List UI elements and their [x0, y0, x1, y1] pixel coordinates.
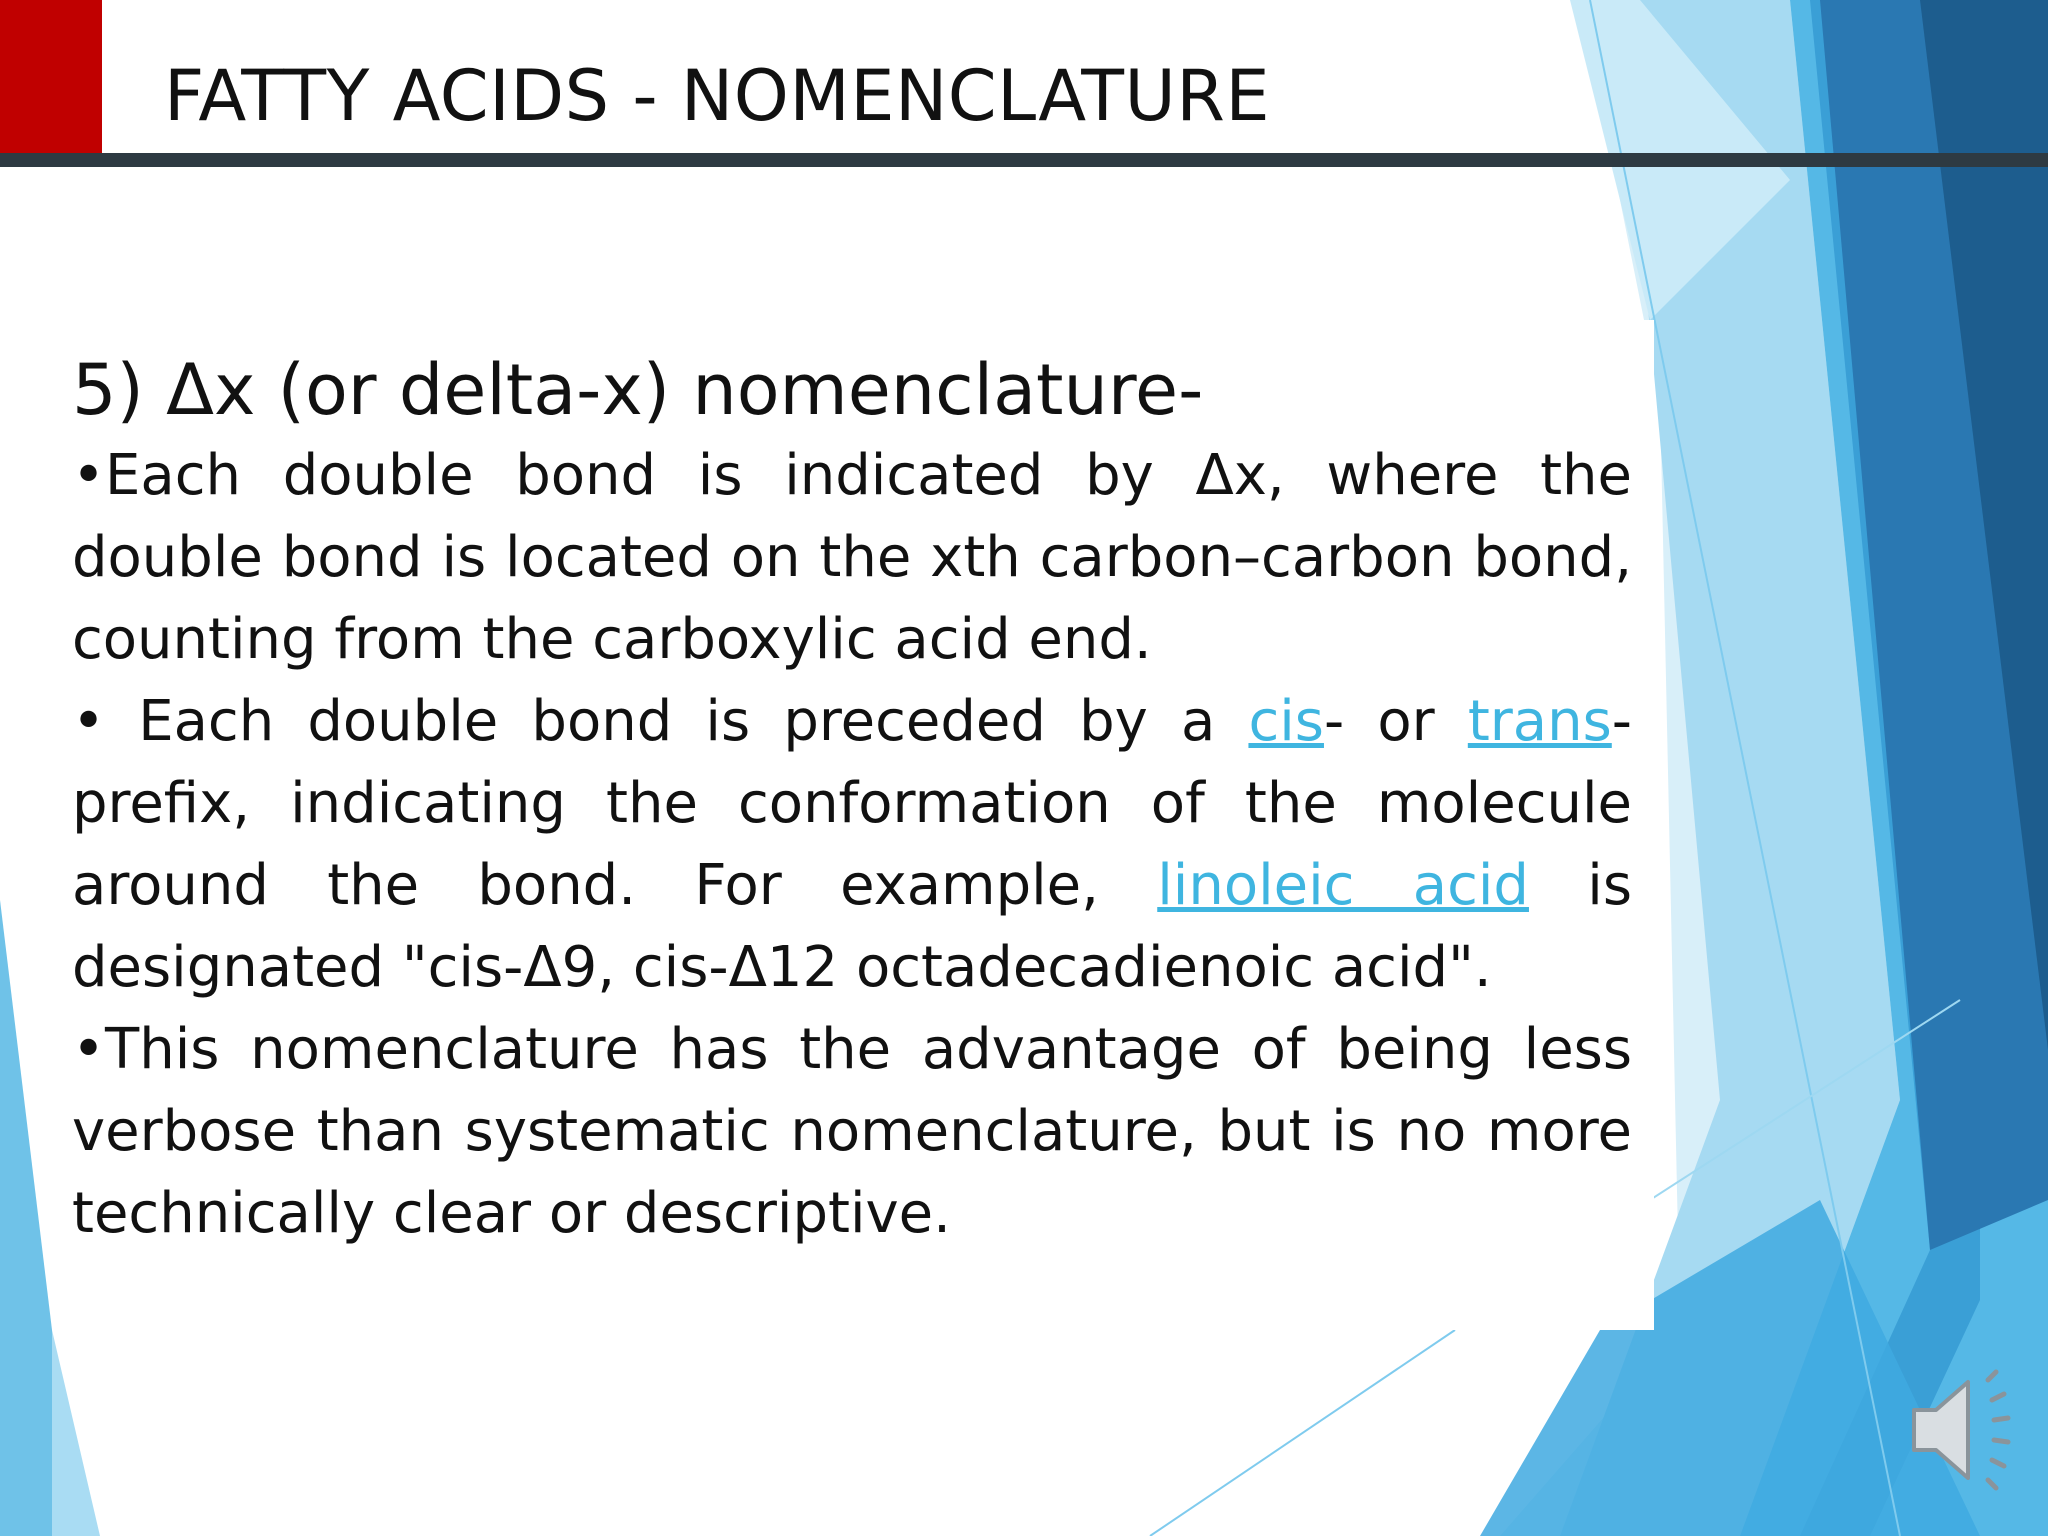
bullet-3: •This nomenclature has the advantage of being less verbose than systematic nomenclature, but is no more technically clear or descriptive.: [72, 1017, 1632, 1246]
bullet-2-text: - or: [1323, 689, 1468, 754]
bullet-2-text: is designated "cis-Δ9, cis-Δ12 octadecadienoic acid".: [72, 853, 1632, 1000]
left-wedge: [0, 900, 52, 1536]
trans-link[interactable]: trans: [1467, 689, 1612, 754]
page-title: FATTY ACIDS - NOMENCLATURE: [164, 55, 1271, 137]
title-accent-block: [0, 0, 102, 154]
linoleic-acid-link[interactable]: linoleic acid: [1157, 853, 1529, 918]
cis-link[interactable]: cis: [1248, 689, 1324, 754]
diagonal-line: [1150, 1330, 1455, 1536]
bullet-2-text: -prefix, indicating the conformation of the molecule around the bond. For example,: [72, 689, 1632, 918]
speaker-icon[interactable]: [1906, 1368, 2026, 1492]
bullet-2: [72, 681, 1632, 1009]
left-wedge-bottom: [52, 1330, 100, 1536]
bullet-1: •Each double bond is indicated by Δx, where the double bond is located on the xth carbon–carbon bond, counting from the carboxylic acid end.: [72, 443, 1632, 672]
section-heading: 5) Δx (or delta-x) nomenclature-: [72, 349, 1204, 431]
title-underline-bar: [0, 153, 2048, 167]
bullet-2-text: • Each double bond is preceded by a: [72, 689, 1249, 754]
slide-content: [72, 345, 1632, 1255]
